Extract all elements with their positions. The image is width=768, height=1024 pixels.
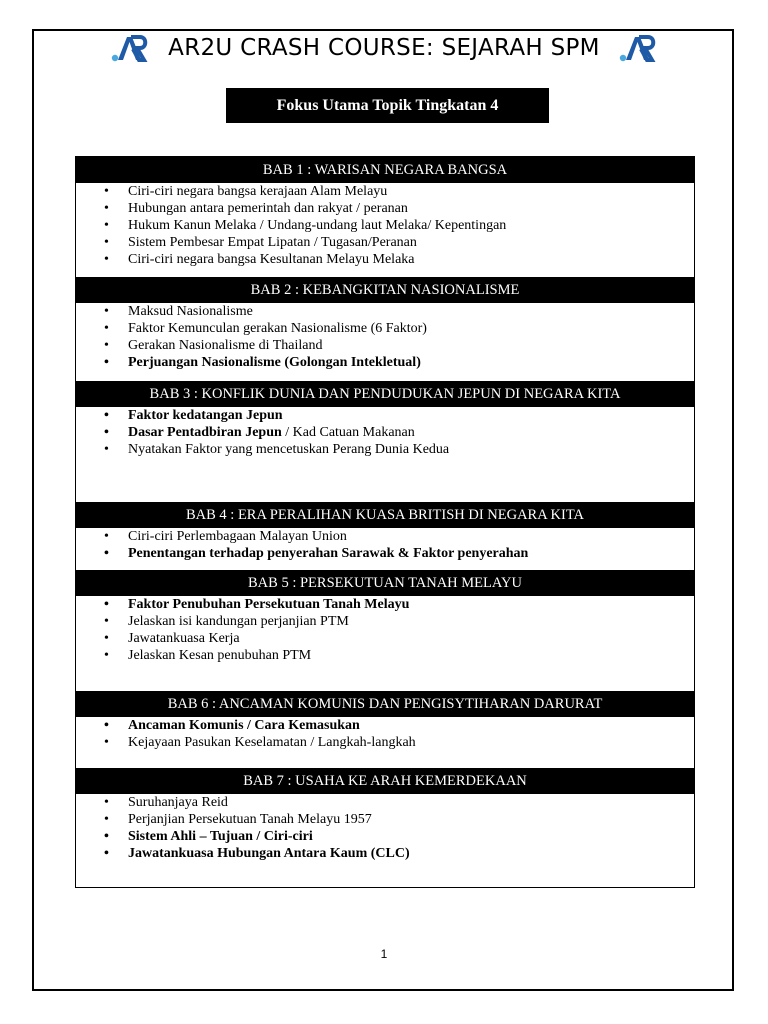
section-items	[76, 183, 694, 268]
list-item-suffix: / Kad Catuan Makanan	[281, 425, 415, 440]
list-item-text: Maksud Nasionalisme	[128, 304, 253, 319]
section-items	[76, 303, 694, 371]
list-item	[76, 828, 694, 845]
list-item	[76, 596, 694, 613]
section-items	[76, 596, 694, 664]
list-item	[76, 200, 694, 217]
list-item-text: Faktor kedatangan Jepun	[128, 408, 283, 423]
list-item	[76, 303, 694, 320]
section-items	[76, 717, 694, 751]
page-number: 1	[380, 947, 388, 961]
section-heading: BAB 4 : ERA PERALIHAN KUASA BRITISH DI NEGARA KITA	[76, 502, 694, 528]
list-item-text: Jelaskan isi kandungan perjanjian PTM	[128, 614, 349, 629]
list-item	[76, 234, 694, 251]
list-item	[76, 734, 694, 751]
list-item-text: Hukum Kanun Melaka / Undang-undang laut Melaka/ Kepentingan	[128, 218, 507, 233]
list-item-text: Perjanjian Persekutuan Tanah Melayu 1957	[128, 812, 372, 827]
list-item-text: Suruhanjaya Reid	[128, 795, 228, 810]
list-item	[76, 630, 694, 647]
section-items	[76, 794, 694, 862]
section-heading: BAB 1 : WARISAN NEGARA BANGSA	[76, 157, 694, 183]
list-item-text: Ciri-ciri negara bangsa Kesultanan Melayu Melaka	[128, 252, 415, 267]
section-heading: BAB 5 : PERSEKUTUAN TANAH MELAYU	[76, 570, 694, 596]
list-item	[76, 545, 694, 562]
section-heading: BAB 3 : KONFLIK DUNIA DAN PENDUDUKAN JEPUN DI NEGARA KITA	[76, 381, 694, 407]
page-title: AR2U CRASH COURSE: SEJARAH SPM	[168, 35, 600, 61]
list-item	[76, 528, 694, 545]
section-items	[76, 407, 694, 458]
list-item-text: Jawatankuasa Hubungan Antara Kaum (CLC)	[128, 846, 410, 861]
list-item	[76, 217, 694, 234]
section-heading: BAB 2 : KEBANGKITAN NASIONALISME	[76, 277, 694, 303]
list-item-text: Gerakan Nasionalisme di Thailand	[128, 338, 323, 353]
list-item-text: Nyatakan Faktor yang mencetuskan Perang Dunia Kedua	[128, 442, 450, 457]
list-item-text: Faktor Kemunculan gerakan Nasionalisme (6 Faktor)	[128, 321, 427, 336]
page-header	[0, 28, 768, 68]
section-heading: BAB 7 : USAHA KE ARAH KEMERDEKAAN	[76, 768, 694, 794]
list-item	[76, 441, 694, 458]
section-items	[76, 528, 694, 562]
list-item-text: Sistem Ahli – Tujuan / Ciri-ciri	[128, 829, 313, 844]
list-item	[76, 794, 694, 811]
list-item-text: Ciri-ciri negara bangsa kerajaan Alam Melayu	[128, 184, 388, 199]
focus-title: Fokus Utama Topik Tingkatan 4	[226, 88, 549, 123]
list-item	[76, 613, 694, 630]
list-item	[76, 717, 694, 734]
list-item	[76, 424, 694, 441]
list-item-text: Kejayaan Pasukan Keselamatan / Langkah-langkah	[128, 735, 416, 750]
list-item-text: Perjuangan Nasionalisme (Golongan Intekletual)	[128, 355, 421, 370]
list-item	[76, 811, 694, 828]
list-item	[76, 337, 694, 354]
list-item	[76, 845, 694, 862]
list-item	[76, 183, 694, 200]
section-heading: BAB 6 : ANCAMAN KOMUNIS DAN PENGISYTIHARAN DARURAT	[76, 691, 694, 717]
ar-logo-icon	[110, 33, 150, 63]
list-item-text: Hubungan antara pemerintah dan rakyat / peranan	[128, 201, 408, 216]
list-item-text: Jawatankuasa Kerja	[128, 631, 240, 646]
list-item-text: Faktor Penubuhan Persekutuan Tanah Melayu	[128, 597, 410, 612]
list-item-text: Jelaskan Kesan penubuhan PTM	[128, 648, 312, 663]
list-item	[76, 251, 694, 268]
list-item-text: Ciri-ciri Perlembagaan Malayan Union	[128, 529, 347, 544]
list-item	[76, 407, 694, 424]
list-item-text: Penentangan terhadap penyerahan Sarawak & Faktor penyerahan	[128, 546, 529, 561]
topic-table	[75, 156, 695, 888]
ar-logo-icon	[618, 33, 658, 63]
list-item-text: Dasar Pentadbiran Jepun	[128, 425, 282, 440]
list-item-text: Sistem Pembesar Empat Lipatan / Tugasan/Peranan	[128, 235, 417, 250]
list-item	[76, 647, 694, 664]
list-item-text: Ancaman Komunis / Cara Kemasukan	[128, 718, 360, 733]
list-item	[76, 354, 694, 371]
list-item	[76, 320, 694, 337]
